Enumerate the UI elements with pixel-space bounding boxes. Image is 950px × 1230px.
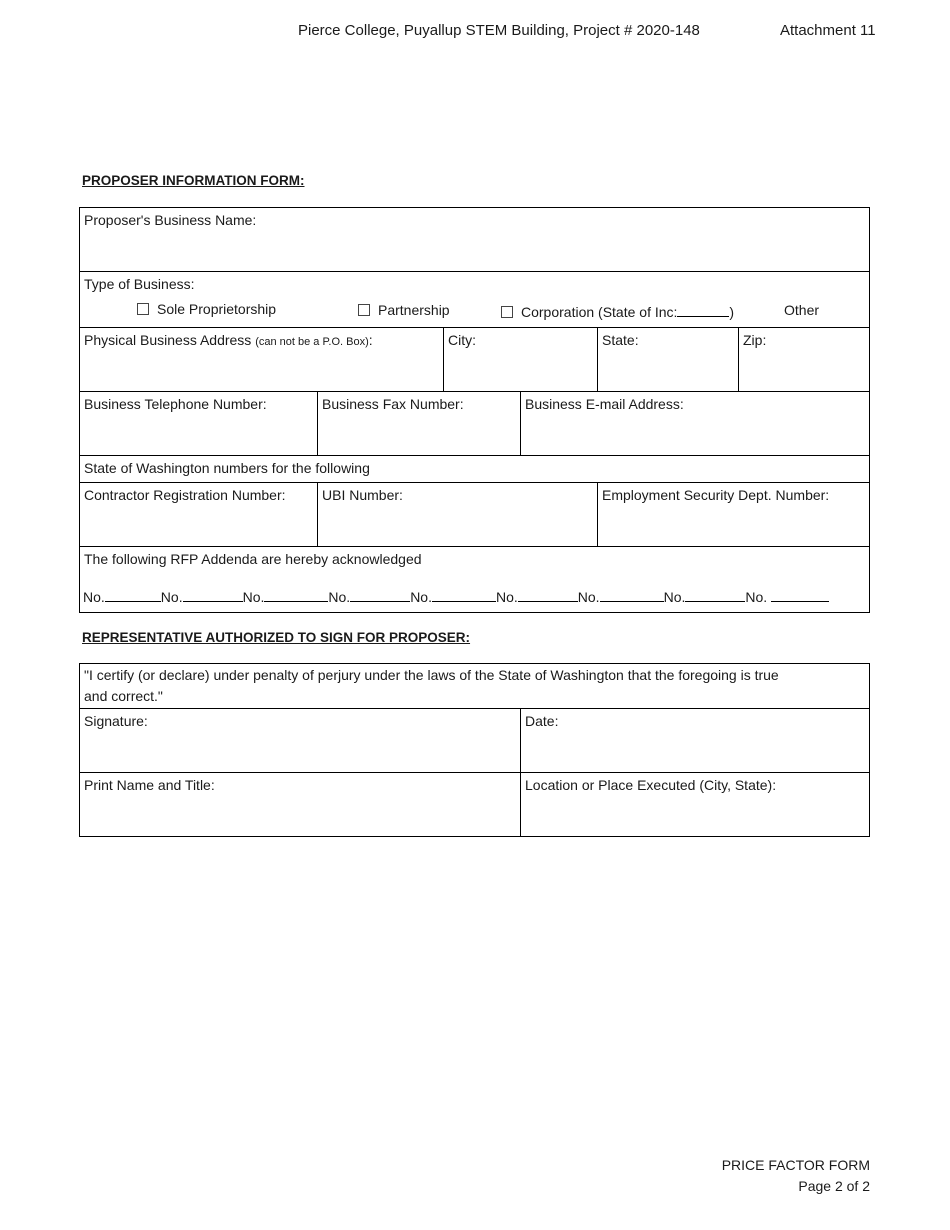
- address-field[interactable]: [79, 327, 444, 392]
- location-field[interactable]: [520, 772, 870, 837]
- type-of-business-label: Type of Business:: [84, 276, 195, 292]
- partnership-checkbox[interactable]: [358, 304, 370, 316]
- fax-field[interactable]: [317, 391, 521, 456]
- addenda-no-label: No.: [242, 589, 265, 605]
- addenda-blank[interactable]: [518, 587, 578, 602]
- location-label: Location or Place Executed (City, State):: [525, 777, 777, 793]
- business-name-field[interactable]: [79, 207, 870, 272]
- contractor-registration-label: Contractor Registration Number:: [84, 487, 286, 503]
- option-other-label: Other: [784, 302, 820, 318]
- proposer-form-title: PROPOSER INFORMATION FORM:: [82, 173, 305, 188]
- option-sole-proprietorship[interactable]: Sole Proprietorship: [137, 301, 276, 317]
- addenda-blank[interactable]: [771, 587, 829, 602]
- representative-form-title: REPRESENTATIVE AUTHORIZED TO SIGN FOR PROPOSER:: [82, 630, 471, 645]
- addenda-no-label: No.: [328, 589, 351, 605]
- zip-field[interactable]: [738, 327, 870, 392]
- certify-line-1: "I certify (or declare) under penalty of perjury under the laws of the State of Washington that the foregoing is true: [84, 667, 779, 683]
- city-field[interactable]: [443, 327, 598, 392]
- certify-statement: [79, 663, 870, 709]
- state-field[interactable]: [597, 327, 739, 392]
- addenda-blank[interactable]: [685, 587, 745, 602]
- addenda-no-label: No.: [410, 589, 432, 605]
- footer-page-number: Page 2 of 2: [798, 1178, 870, 1194]
- addenda-no-label: No.: [83, 589, 105, 605]
- addenda-blank[interactable]: [183, 587, 243, 602]
- ubi-field[interactable]: [317, 482, 598, 547]
- print-name-label: Print Name and Title:: [84, 777, 215, 793]
- addenda-numbers: [83, 587, 829, 605]
- addenda-label: The following RFP Addenda are hereby acknowledged: [84, 551, 422, 567]
- fax-label: Business Fax Number:: [322, 396, 464, 412]
- email-label: Business E-mail Address:: [525, 396, 684, 412]
- state-of-inc-blank[interactable]: [677, 302, 729, 317]
- sole-proprietorship-checkbox[interactable]: [137, 303, 149, 315]
- addenda-no-label: No.: [160, 589, 183, 605]
- type-of-business-row: [79, 271, 870, 328]
- addenda-blank[interactable]: [600, 587, 664, 602]
- addenda-blank[interactable]: [264, 587, 328, 602]
- date-field[interactable]: [520, 708, 870, 773]
- esd-field[interactable]: [597, 482, 870, 547]
- esd-label: Employment Security Dept. Number:: [602, 487, 830, 503]
- wa-numbers-label: State of Washington numbers for the following: [84, 460, 370, 476]
- project-header: Pierce College, Puyallup STEM Building, Project # 2020-148: [298, 22, 700, 39]
- city-label: City:: [448, 332, 476, 348]
- addenda-blank[interactable]: [105, 587, 161, 602]
- ubi-label: UBI Number:: [322, 487, 403, 503]
- print-name-field[interactable]: [79, 772, 521, 837]
- addenda-no-label: No.: [745, 589, 768, 605]
- addenda-no-label: No.: [495, 589, 518, 605]
- email-field[interactable]: [520, 391, 870, 456]
- addenda-blank[interactable]: [432, 587, 496, 602]
- addenda-row: [79, 546, 870, 613]
- date-label: Date:: [525, 713, 559, 729]
- attachment-label: Attachment 11: [780, 22, 876, 39]
- footer-form-name: PRICE FACTOR FORM: [721, 1157, 870, 1173]
- signature-label: Signature:: [84, 713, 148, 729]
- certify-line-2: and correct.": [84, 688, 163, 704]
- telephone-field[interactable]: [79, 391, 318, 456]
- signature-field[interactable]: [79, 708, 521, 773]
- telephone-label: Business Telephone Number:: [84, 396, 267, 412]
- state-label: State:: [602, 332, 639, 348]
- wa-numbers-row: [79, 455, 870, 483]
- addenda-blank[interactable]: [350, 587, 410, 602]
- addenda-no-label: No.: [663, 589, 686, 605]
- contractor-registration-field[interactable]: [79, 482, 318, 547]
- addenda-no-label: No.: [577, 589, 600, 605]
- business-name-label: Proposer's Business Name:: [84, 212, 257, 228]
- address-label: Physical Business Address (can not be a P.O. Box):: [84, 332, 373, 348]
- zip-label: Zip:: [743, 332, 767, 348]
- option-corporation[interactable]: Corporation (State of Inc: ): [501, 302, 734, 320]
- option-partnership[interactable]: Partnership: [358, 302, 450, 318]
- corporation-checkbox[interactable]: [501, 306, 513, 318]
